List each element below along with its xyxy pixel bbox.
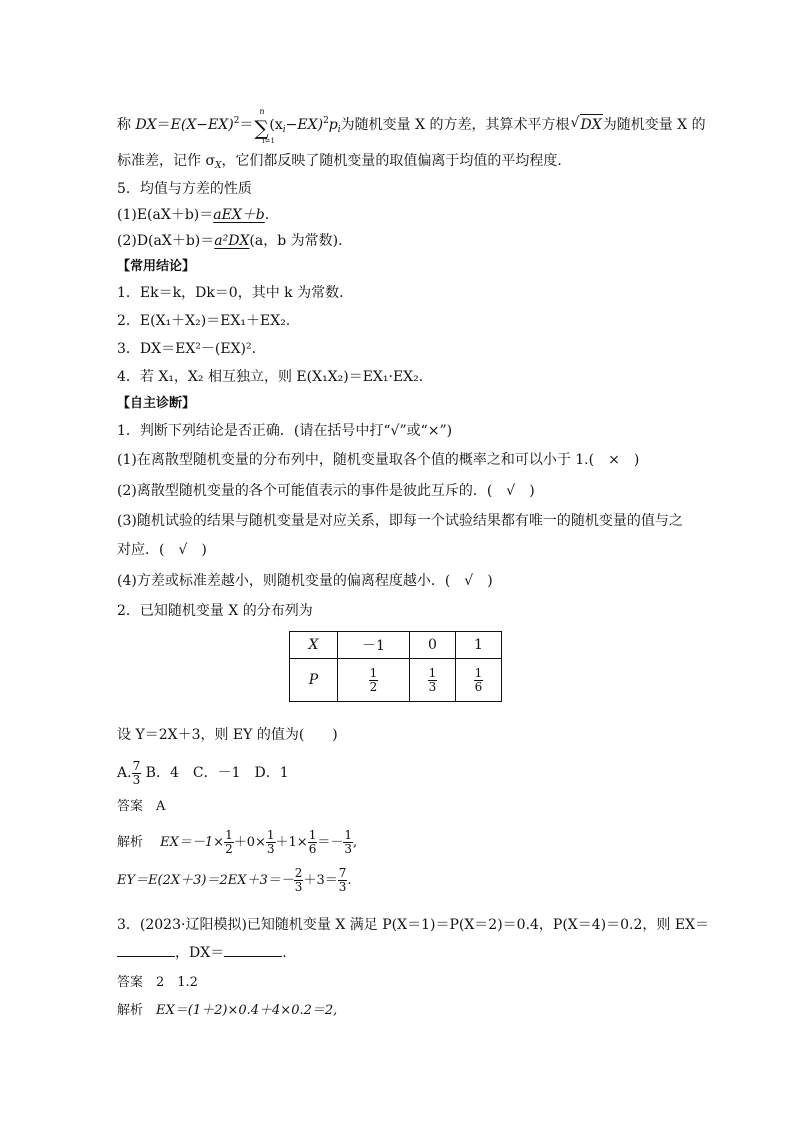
diagnosis-heading: 【自主诊断】 xyxy=(117,396,196,411)
text-prefix: 称 xyxy=(117,117,131,133)
question-3-solution: 解析 EX＝(1＋2)×0.4＋4×0.2＝2, xyxy=(117,1003,338,1018)
summation-sign: n ∑ i=1 xyxy=(254,107,275,145)
question-2: 2．已知随机变量 X 的分布列为 xyxy=(117,603,313,619)
table-cell: $\frac{1}{2}$ xyxy=(338,659,410,702)
property-1 xyxy=(117,205,269,225)
summand-p: p xyxy=(328,117,338,133)
text-variance-desc: 为随机变量 X 的方差，其算术平方根 xyxy=(340,117,570,133)
question-3-blanks xyxy=(117,943,287,963)
solution-label: 解析 xyxy=(117,1003,144,1018)
section-5-heading: 5．均值与方差的性质 xyxy=(117,181,252,197)
question-2-ask: 设 Y＝2X＋3，则 EY 的值为( ) xyxy=(117,727,338,743)
variance-definition-line: 称 $DX=E(X-EX)^2=$ n ∑ i=1 $(x_i-EX)^2p_i$为随机变量 X 的方差，其算术平方根√ DX为随机变量 X 的 xyxy=(117,111,706,140)
option-a-fraction: $\frac{7}{3}$ xyxy=(132,758,141,787)
table-cell: $\frac{1}{3}$ xyxy=(410,659,456,702)
sigma-subscript: X xyxy=(215,161,222,171)
question-1-item: (2)离散型随机变量的各个可能值表示的事件是彼此互斥的．( √ ) xyxy=(117,483,535,499)
property-2-end: (a，b 为常数)． xyxy=(249,233,353,249)
options-rest: B．4 C．－1 D．1 xyxy=(145,765,289,781)
question-2-solution-2: EY＝E(2X＋3)＝2EX＋3＝－ $\frac{2}{3}$ ＋3＝ $\frac{7}{3}$ . xyxy=(117,866,352,894)
question-1-item: (3)随机试验的结果与随机变量是对应关系，即每一个试验结果都有唯一的随机变量的值与之 xyxy=(117,513,683,529)
table-cell: －1 xyxy=(338,632,410,659)
question-2-answer: 答案 A xyxy=(117,799,166,814)
table-header-x: X xyxy=(290,632,338,659)
std-dev-text: 标准差，记作 σ xyxy=(117,153,216,169)
table-cell: $\frac{1}{6}$ xyxy=(456,659,502,702)
question-1-item: (1)在离散型随机变量的分布列中，随机变量取各个值的概率之和可以小于 1.( × ) xyxy=(117,452,640,468)
blank-dx xyxy=(224,944,282,957)
distribution-table xyxy=(289,631,502,702)
conclusions-heading: 【常用结论】 xyxy=(117,259,196,274)
blank-separator: ，DX＝ xyxy=(175,945,225,961)
solution-label: 解析 xyxy=(117,835,144,850)
formula-expectation: E(X−EX) xyxy=(170,117,234,133)
table-header-p: P xyxy=(290,659,338,702)
question-1: 1．判断下列结论是否正确．(请在括号中打“√”或“×”) xyxy=(117,423,453,439)
property-1-answer: aEX＋b xyxy=(213,207,265,223)
std-dev-line xyxy=(117,151,571,176)
blank-ex xyxy=(117,944,175,957)
table-cell: 1 xyxy=(456,632,502,659)
conclusion-item: 4．若 X₁，X₂ 相互独立，则 E(X₁X₂)＝EX₁·EX₂. xyxy=(117,369,424,385)
question-1-item: 对应．( √ ) xyxy=(117,542,207,558)
property-2-lhs: (2)D(aX＋b)＝ xyxy=(117,233,215,249)
sqrt-dx: √ DX xyxy=(580,114,603,135)
property-1-end: . xyxy=(264,207,270,223)
conclusion-item: 3．DX＝EX²－(EX)². xyxy=(117,341,257,357)
summand-tail: −EX) xyxy=(285,117,324,133)
question-3: 3．(2023·辽阳模拟)已知随机变量 X 满足 P(X＝1)＝P(X＝2)＝0.4，P(X＝4)＝0.2，则 EX＝ xyxy=(117,917,710,933)
question-2-options xyxy=(117,759,289,787)
property-2-answer: a²DX xyxy=(214,233,250,249)
property-1-lhs: (1)E(aX＋b)＝ xyxy=(117,207,214,223)
summand: (x xyxy=(269,117,283,133)
question-1-item: (4)方差或标准差越小，则随机变量的偏离程度越小．( √ ) xyxy=(117,573,493,589)
property-2 xyxy=(117,231,352,251)
question-3-answer: 答案 2 1.2 xyxy=(117,975,198,990)
blank-end: . xyxy=(282,945,287,961)
std-dev-tail: ，它们都反映了随机变量的取值偏离于均值的平均程度． xyxy=(221,153,572,169)
formula-dx: DX xyxy=(135,117,157,133)
table-cell: 0 xyxy=(410,632,456,659)
question-2-solution-1: 解析 EX＝－1× $\frac{1}{2}$ ＋0× $\frac{1}{3}$ ＋1× $\frac{1}{6}$ ＝－ $\frac{1}{3}$ , xyxy=(117,828,358,856)
text-variance-desc-2: 为随机变量 X 的 xyxy=(602,117,706,133)
conclusion-item: 2．E(X₁＋X₂)＝EX₁＋EX₂. xyxy=(117,313,291,329)
conclusion-item: 1．Ek＝k，Dk＝0，其中 k 为常数． xyxy=(117,285,354,301)
option-a-label: A. xyxy=(117,765,132,781)
